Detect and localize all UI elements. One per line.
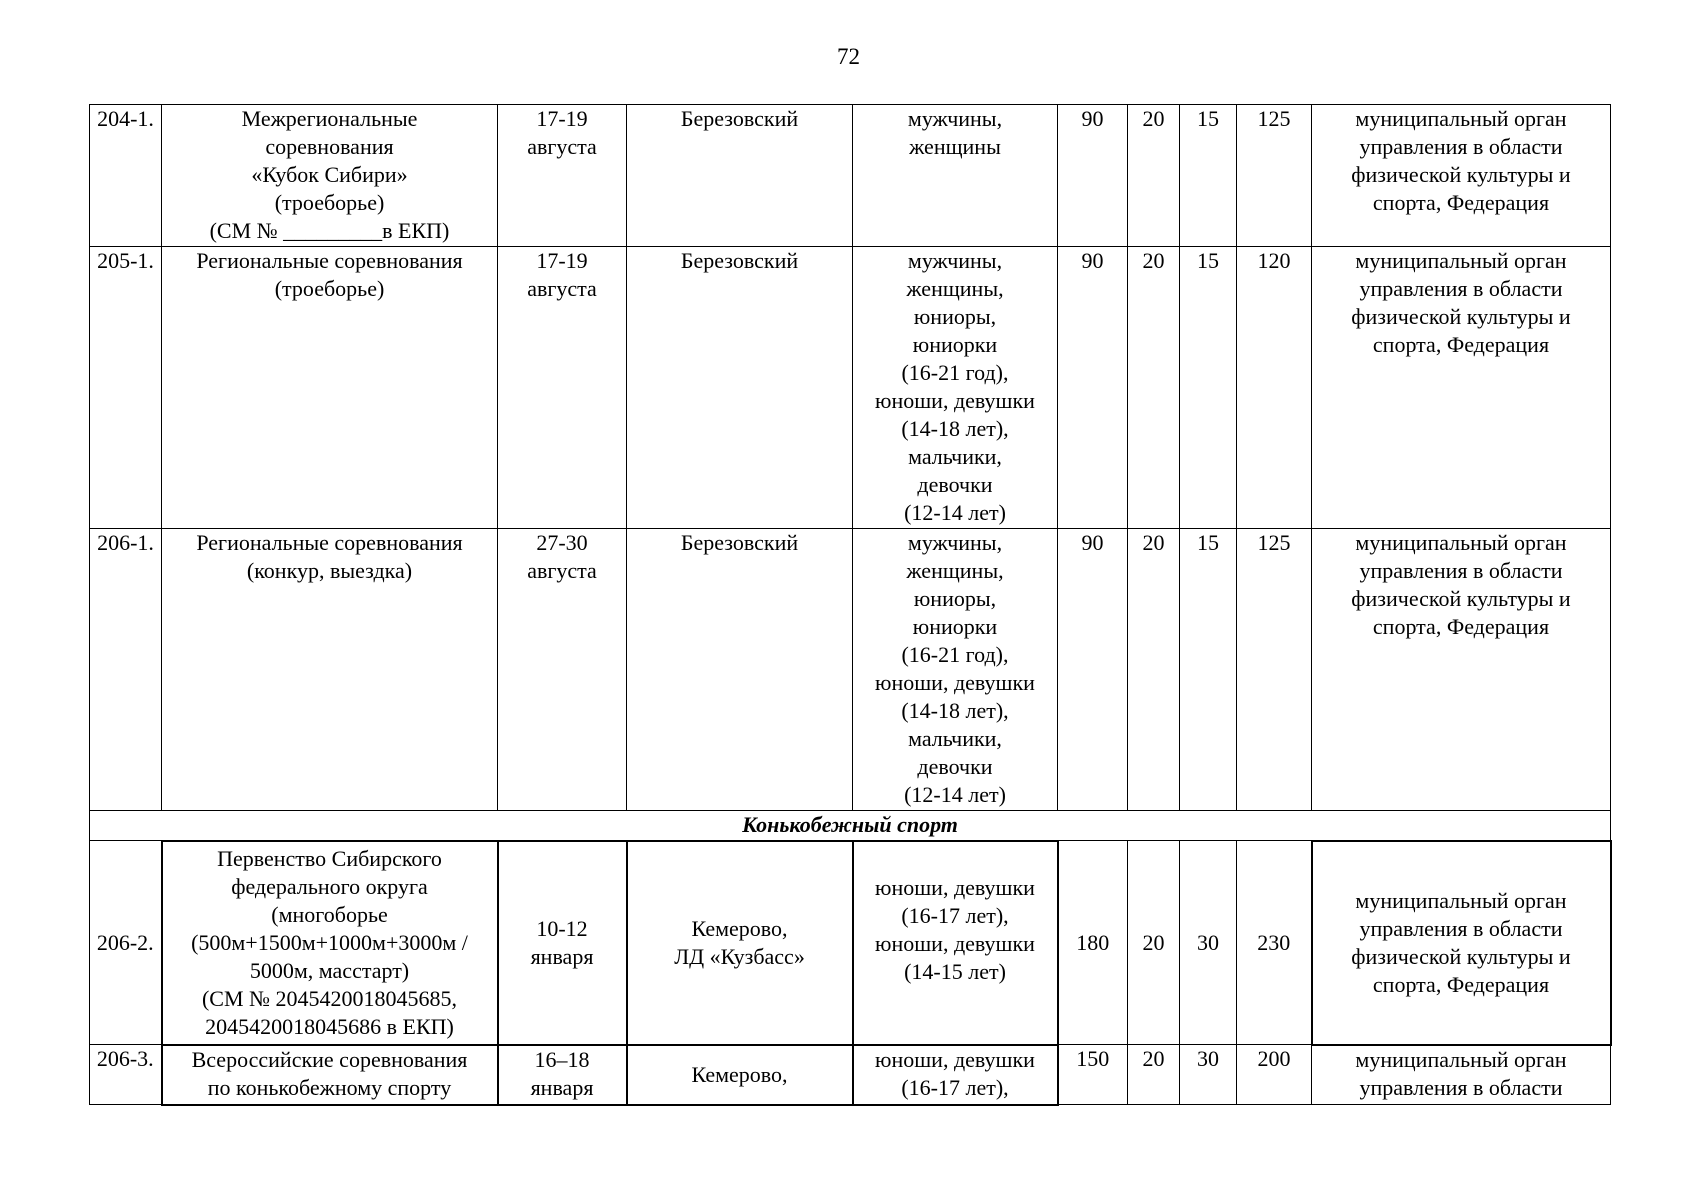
count-col-4: 125 — [1237, 105, 1312, 247]
event-number: 206-1. — [90, 529, 162, 811]
table-row — [90, 1045, 1611, 1105]
count-col-1: 90 — [1058, 247, 1128, 529]
count-col-4: 125 — [1237, 529, 1312, 811]
event-organizer: муниципальный орган управления в области физической культуры и спорта, Федерация — [1312, 529, 1611, 811]
event-place: Кемерово, — [627, 1045, 853, 1105]
event-name: Первенство Сибирского федерального округа (многоборье (500м+1500м+1000м+3000м / 5000м, масстарт) (СМ № 2045420018045685, 2045420018045686 в ЕКП) — [162, 841, 498, 1045]
section-header-row — [90, 811, 1611, 841]
event-name: Региональные соревнования (конкур, выездка) — [162, 529, 498, 811]
count-col-4: 120 — [1237, 247, 1312, 529]
count-col-4: 230 — [1237, 841, 1312, 1045]
count-col-1: 90 — [1058, 529, 1128, 811]
event-name: Межрегиональные соревнования «Кубок Сибири» (троеборье) (СМ № _________в ЕКП) — [162, 105, 498, 247]
table-row — [90, 841, 1611, 1045]
event-participants: юноши, девушки (16-17 лет), юноши, девушки (14-15 лет) — [853, 841, 1058, 1045]
count-col-3: 15 — [1180, 247, 1237, 529]
event-place: Березовский — [627, 105, 853, 247]
count-col-4: 200 — [1237, 1045, 1312, 1105]
event-dates: 17-19 августа — [498, 247, 627, 529]
event-organizer: муниципальный орган управления в области физической культуры и спорта, Федерация — [1312, 105, 1611, 247]
event-number: 206-3. — [90, 1045, 162, 1105]
event-name: Всероссийские соревнования по конькобежному спорту — [162, 1045, 498, 1105]
count-col-2: 20 — [1128, 841, 1180, 1045]
event-place: Березовский — [627, 247, 853, 529]
page-number: 72 — [837, 44, 860, 69]
count-col-3: 15 — [1180, 105, 1237, 247]
count-col-2: 20 — [1128, 529, 1180, 811]
event-participants: юноши, девушки (16-17 лет), — [853, 1045, 1058, 1105]
count-col-2: 20 — [1128, 247, 1180, 529]
event-participants: мужчины, женщины, юниоры, юниорки (16-21 год), юноши, девушки (14-18 лет), мальчики, девочки (12-14 лет) — [853, 529, 1058, 811]
event-place: Кемерово, ЛД «Кузбасс» — [627, 841, 853, 1045]
event-dates: 17-19 августа — [498, 105, 627, 247]
count-col-1: 150 — [1058, 1045, 1128, 1105]
event-place: Березовский — [627, 529, 853, 811]
count-col-2: 20 — [1128, 105, 1180, 247]
table-row — [90, 105, 1611, 247]
event-organizer: муниципальный орган управления в области физической культуры и спорта, Федерация — [1312, 247, 1611, 529]
count-col-2: 20 — [1128, 1045, 1180, 1105]
count-col-3: 15 — [1180, 529, 1237, 811]
event-participants: мужчины, женщины, юниоры, юниорки (16-21 год), юноши, девушки (14-18 лет), мальчики, девочки (12-14 лет) — [853, 247, 1058, 529]
event-number: 205-1. — [90, 247, 162, 529]
count-col-1: 180 — [1058, 841, 1128, 1045]
count-col-1: 90 — [1058, 105, 1128, 247]
table-row — [90, 247, 1611, 529]
events-table — [89, 104, 1612, 1106]
event-name: Региональные соревнования (троеборье) — [162, 247, 498, 529]
event-number: 204-1. — [90, 105, 162, 247]
event-number: 206-2. — [90, 841, 162, 1045]
event-dates: 27-30 августа — [498, 529, 627, 811]
event-dates: 10-12 января — [498, 841, 627, 1045]
event-dates: 16–18 января — [498, 1045, 627, 1105]
section-title: Конькобежный спорт — [90, 811, 1611, 841]
count-col-3: 30 — [1180, 841, 1237, 1045]
table-row — [90, 529, 1611, 811]
event-participants: мужчины, женщины — [853, 105, 1058, 247]
event-organizer: муниципальный орган управления в области — [1312, 1045, 1611, 1105]
count-col-3: 30 — [1180, 1045, 1237, 1105]
event-organizer: муниципальный орган управления в области физической культуры и спорта, Федерация — [1312, 841, 1611, 1045]
